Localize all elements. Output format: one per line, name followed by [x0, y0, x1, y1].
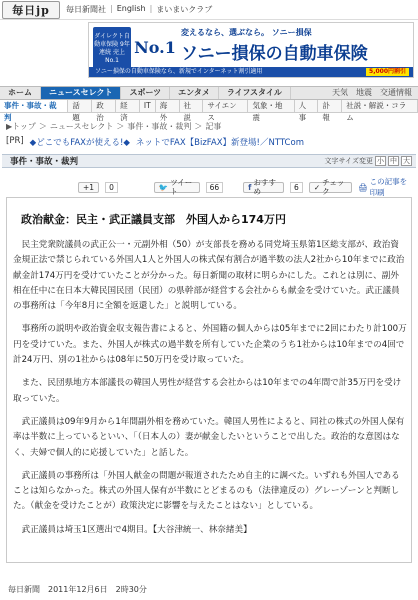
font-size-label: 文字サイズ変更: [324, 157, 373, 165]
mixi-check-button[interactable]: [309, 178, 352, 196]
breadcrumb-sep: ＞: [116, 122, 125, 131]
article-paragraph: 事務所の説明や政治資金収支報告書によると、外国籍の個人からは05年までに2回にわたり計100万円を受けていた。また、外国人が株式の過半数を所有していた企業のうち1社からは10年までの4回で計24万円、別の1社からは08年に50万円を受け取っていた。: [13, 324, 407, 366]
check-label: チェック: [322, 178, 345, 196]
top-bar: [0, 0, 418, 20]
article-paragraph: 武正議員は09年9月から1年間副外相を務めていた。韓国人男性によると、同社の株式の外国人保有率は半数に上っているといい、「（日本人の）妻が献金したいということで出した。政治的な意図はなく、夫婦で個人的に応援していた」と話した。: [13, 416, 405, 458]
breadcrumb-jiken[interactable]: 事件・事故・裁判: [127, 122, 192, 131]
pr-link-bizfax[interactable]: ネットでFAX【BizFAX】新登場!／NTTCom: [135, 138, 304, 148]
subnav-item-seiji[interactable]: 政治: [92, 100, 116, 112]
article-body: [13, 238, 407, 546]
traffic-link[interactable]: 交通情報: [380, 88, 412, 97]
breadcrumb-news-select[interactable]: ニュースセレクト: [49, 122, 114, 131]
subnav-item-it[interactable]: IT: [140, 100, 156, 112]
breadcrumb-sep: ＞: [38, 122, 47, 131]
tweet-button[interactable]: [154, 178, 200, 196]
subnav-item-wadai[interactable]: 話題: [68, 100, 92, 112]
check-icon: ✓: [313, 182, 321, 192]
top-link-maimai-club[interactable]: まいまいクラブ: [156, 5, 213, 14]
top-link-mainichi[interactable]: 毎日新聞社: [66, 5, 106, 14]
breadcrumb-top[interactable]: ▶トップ: [6, 122, 36, 131]
ad-title: ソニー損保の自動車保険: [181, 44, 368, 64]
article-paragraph: 武正議員の事務所は「外国人献金の問題が報道されたため自主的に調べた。いずれも外国人であることは知らなかった。株式の外国人保有が半数にとどまるのも（法律違反の）グレーゾーンと判断した。（献金を受けたことが）政策決定に影響を与えたことはない」としている。: [13, 470, 400, 512]
article-paragraph: また、民団県地方本部議長の韓国人男性が経営する会社からは10年までの4年間で計35万円を受け取っていた。: [13, 378, 402, 404]
ad-footer: ソニー損保の自動車保険なら、新規でインターネット割引適用: [89, 67, 413, 77]
subnav-item-jiken[interactable]: 事件・事故・裁判: [0, 100, 68, 112]
font-size-control: [325, 156, 416, 166]
main-nav: [0, 86, 418, 100]
subnav-item-column[interactable]: 社説・解説・コラム: [342, 100, 418, 112]
ad-rank: No.1: [134, 37, 176, 57]
section-header: [2, 154, 416, 168]
like-count: 6: [290, 182, 303, 193]
tab-lifestyle[interactable]: ライフスタイル: [219, 87, 291, 99]
article-paragraph: 武正議員は埼玉1区選出で4期目。【大谷津統一、林奈緒美】: [21, 524, 252, 535]
ad-price: 5,000円割引: [366, 68, 409, 76]
mainichi-logo[interactable]: 毎日jp: [2, 1, 60, 19]
plusone-count: 0: [105, 182, 118, 193]
weather-link[interactable]: 天気: [332, 88, 348, 97]
subnav-item-fuho[interactable]: 訃報: [318, 100, 342, 112]
pr-link-fax[interactable]: ◆どこでもFAXが使える!◆: [29, 138, 130, 148]
font-size-medium-button[interactable]: 中: [390, 157, 397, 165]
tab-news-select[interactable]: ニュースセレクト: [41, 87, 121, 99]
printer-icon: 🖨: [358, 182, 368, 192]
subnav-item-keizai[interactable]: 経済: [116, 100, 140, 112]
google-plusone-button[interactable]: [78, 182, 99, 193]
tab-home[interactable]: ホーム: [0, 87, 41, 99]
section-title: 事件・事故・裁判: [10, 157, 79, 167]
sub-nav: [0, 100, 418, 122]
pr-line: [6, 136, 304, 148]
earthquake-link[interactable]: 地震: [356, 88, 372, 97]
subnav-item-kisho[interactable]: 気象・地震: [248, 100, 294, 112]
font-size-small-button[interactable]: 小: [377, 157, 384, 165]
article-paragraph: 民主党衆院議員の武正公一・元副外相（50）が支部長を務める同党埼玉県第1区総支部が、政治資金規正法で禁じられている外国人1人と外国人の株式保有割合が過半数の法人2社から10年までに政治献金計174万円を受けていたことが分かった。毎日新聞の取材に明らかにした。これとは別に、副外相在任中に在日本大韓民国民団（民団）の県幹部が経営する会社からも献金を受けていた。武正議員の事務所は「今年8月に全額を返還した」と説明している。: [13, 240, 405, 312]
separator: |: [110, 4, 113, 13]
tweet-label: ツイート: [170, 178, 193, 196]
print-label: この記事を印刷: [369, 177, 408, 197]
facebook-icon: f: [248, 182, 252, 192]
nav-right-links: [332, 87, 418, 99]
sony-insurance-ad[interactable]: [88, 22, 414, 78]
plusone-label: +1: [83, 182, 95, 192]
ad-badge: ダイレクト自動車保険 9年連続 売上 No.1: [93, 27, 131, 73]
tab-sports[interactable]: スポーツ: [121, 87, 170, 99]
subnav-item-kaigai[interactable]: 海外: [156, 100, 180, 112]
breadcrumb: [6, 121, 221, 132]
facebook-like-button[interactable]: [243, 178, 284, 196]
like-label: おすすめ: [253, 178, 277, 196]
article-box: [6, 197, 412, 563]
subnav-item-shasetsu[interactable]: 社説: [180, 100, 204, 112]
twitter-bird-icon: 🐦: [158, 182, 169, 192]
breadcrumb-sep: ＞: [194, 122, 203, 131]
top-link-english[interactable]: English: [116, 4, 146, 13]
tab-entame[interactable]: エンタメ: [170, 87, 219, 99]
tweet-count: 66: [206, 182, 224, 193]
article-headline: 政治献金：民主・武正議員支部 外国人から174万円: [21, 213, 286, 226]
subnav-item-science[interactable]: サイエンス: [203, 100, 248, 112]
top-links: [66, 4, 212, 15]
breadcrumb-current: 記事: [205, 122, 222, 131]
article-dateline: 毎日新聞 2011年12月6日 2時30分: [8, 585, 147, 594]
separator: |: [149, 4, 153, 13]
print-link[interactable]: [358, 176, 414, 198]
ad-company-line: 変えるなら、選ぶなら。 ソニー損保: [181, 28, 312, 37]
pr-tag: [PR]: [6, 136, 24, 146]
subnav-item-jinji[interactable]: 人事: [295, 100, 319, 112]
share-bar: [78, 177, 414, 197]
font-size-large-button[interactable]: 大: [403, 157, 410, 165]
